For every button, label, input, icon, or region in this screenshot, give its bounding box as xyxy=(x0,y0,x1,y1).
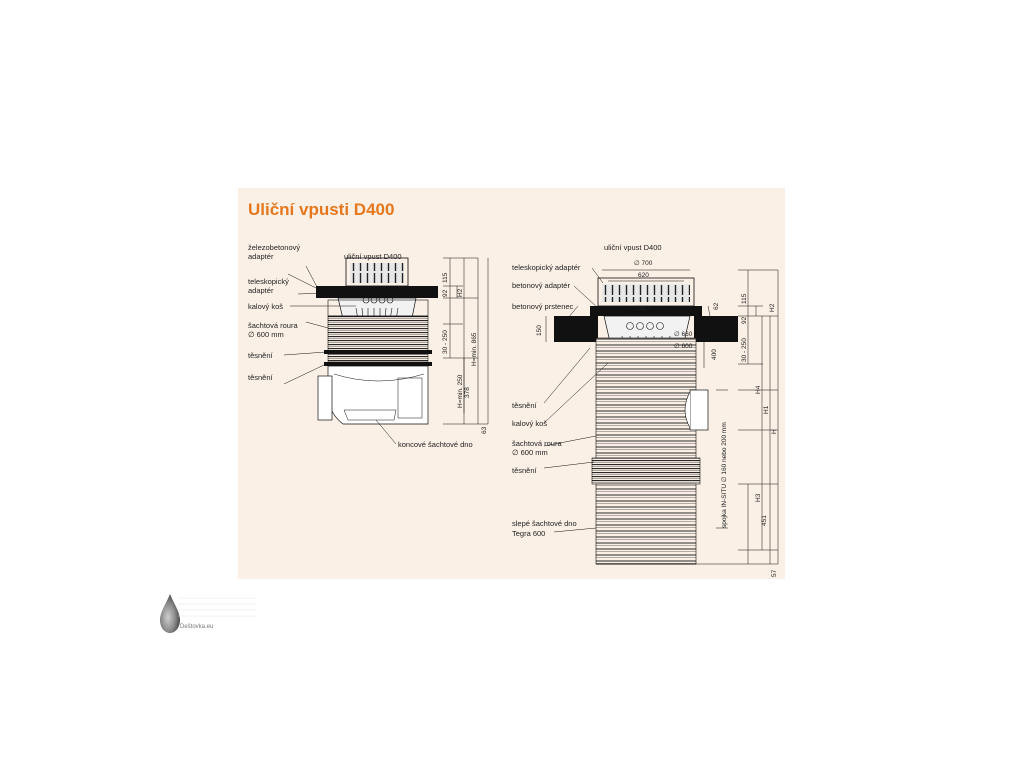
right-dim-side-8: 451 xyxy=(761,515,768,526)
right-side-connector xyxy=(690,390,708,430)
right-label-top-1: betonový adaptér xyxy=(512,281,570,290)
left-dim-6: 378 xyxy=(464,387,471,398)
right-dim-side-4: H4 xyxy=(755,385,762,394)
right-dim-side-3: 30 - 250 xyxy=(741,338,748,362)
left-dim-7: 63 xyxy=(481,426,488,434)
right-dim-side-6: H xyxy=(771,429,778,434)
right-dim-top-1: 620 xyxy=(638,272,649,279)
left-label-5: šachtová roura xyxy=(248,321,298,330)
right-dim-top-2: 380 xyxy=(638,305,649,312)
left-dim-3: 30 - 250 xyxy=(442,330,449,354)
left-label-7: těsnění xyxy=(248,351,273,360)
right-label-bottom-5: slepé šachtové dno xyxy=(512,519,577,528)
right-concrete-ring-left xyxy=(554,316,598,342)
diagram-panel xyxy=(238,188,785,579)
left-dim-1: H2 xyxy=(457,288,464,297)
right-label-bottom-1: kalový koš xyxy=(512,419,548,428)
left-label-3: adaptér xyxy=(248,286,274,295)
left-inlet-drawing xyxy=(284,258,488,444)
left-bottom-label: koncové šachtové dno xyxy=(398,440,473,449)
left-label-2: teleskopický xyxy=(248,277,289,286)
right-dim-top-4: 150 xyxy=(536,325,543,336)
left-label-0: železobetonový xyxy=(248,243,301,252)
left-label-6: ∅ 600 mm xyxy=(248,330,284,339)
right-corrugated-pipe xyxy=(596,338,696,458)
left-top-label: uliční vpust D400 xyxy=(344,252,402,261)
right-inlet-drawing xyxy=(544,268,778,564)
left-seal-lower xyxy=(324,362,432,366)
page-title: Uliční vpusti D400 xyxy=(248,200,395,219)
left-label-4: kalový koš xyxy=(248,302,284,311)
logo-text: Deštovka.eu xyxy=(180,624,214,630)
left-dim-5: H=min. 250 xyxy=(457,374,464,408)
left-dim-0: 115 xyxy=(442,272,449,283)
left-dim-2: 92 xyxy=(442,289,449,297)
left-concrete-adapter xyxy=(316,286,438,298)
left-grate-slots xyxy=(350,263,404,283)
right-dim-side-0: 115 xyxy=(741,293,748,304)
right-label-bottom-6: Tegra 600 xyxy=(512,529,546,538)
right-concrete-ring-right xyxy=(694,316,738,342)
right-blind-base xyxy=(596,484,696,564)
left-outlet-pipe xyxy=(318,376,332,420)
right-dim-side-5: H1 xyxy=(763,405,770,414)
right-seal-band xyxy=(592,458,700,484)
right-label-top-0: teleskopický adaptér xyxy=(512,263,581,272)
right-dim-top-6: ∅ 600 xyxy=(674,343,693,350)
right-label-bottom-4: těsnění xyxy=(512,466,537,475)
left-label-1: adaptér xyxy=(248,252,274,261)
right-label-bottom-3: ∅ 600 mm xyxy=(512,448,548,457)
right-dim-side-2: 92 xyxy=(741,316,748,324)
right-grate-slots xyxy=(602,284,690,302)
technical-drawing xyxy=(238,188,785,579)
right-dim-top-0: ∅ 700 xyxy=(634,260,653,267)
right-top-label: uliční vpust D400 xyxy=(604,243,662,252)
right-pipe-label: spojka IN-SITU ∅ 160 nebo 200 mm xyxy=(721,422,728,528)
right-dim-side-1: H2 xyxy=(769,303,776,312)
right-label-bottom-2: šachtová roura xyxy=(512,439,562,448)
left-seal-upper xyxy=(324,350,432,354)
left-label-8: těsnění xyxy=(248,373,273,382)
left-corrugated-pipe xyxy=(328,316,428,352)
right-label-bottom-0: těsnění xyxy=(512,401,537,410)
right-dim-top-5: ∅ 660 xyxy=(674,331,693,338)
right-dim-top-3: 62 xyxy=(713,302,720,310)
right-dim-top-7: 400 xyxy=(711,349,718,360)
right-dim-side-9: 57 xyxy=(771,569,778,577)
right-dim-side-7: H3 xyxy=(755,493,762,502)
right-label-top-2: betonový prstenec xyxy=(512,302,574,311)
left-dim-4: H=min. 865 xyxy=(471,332,478,366)
